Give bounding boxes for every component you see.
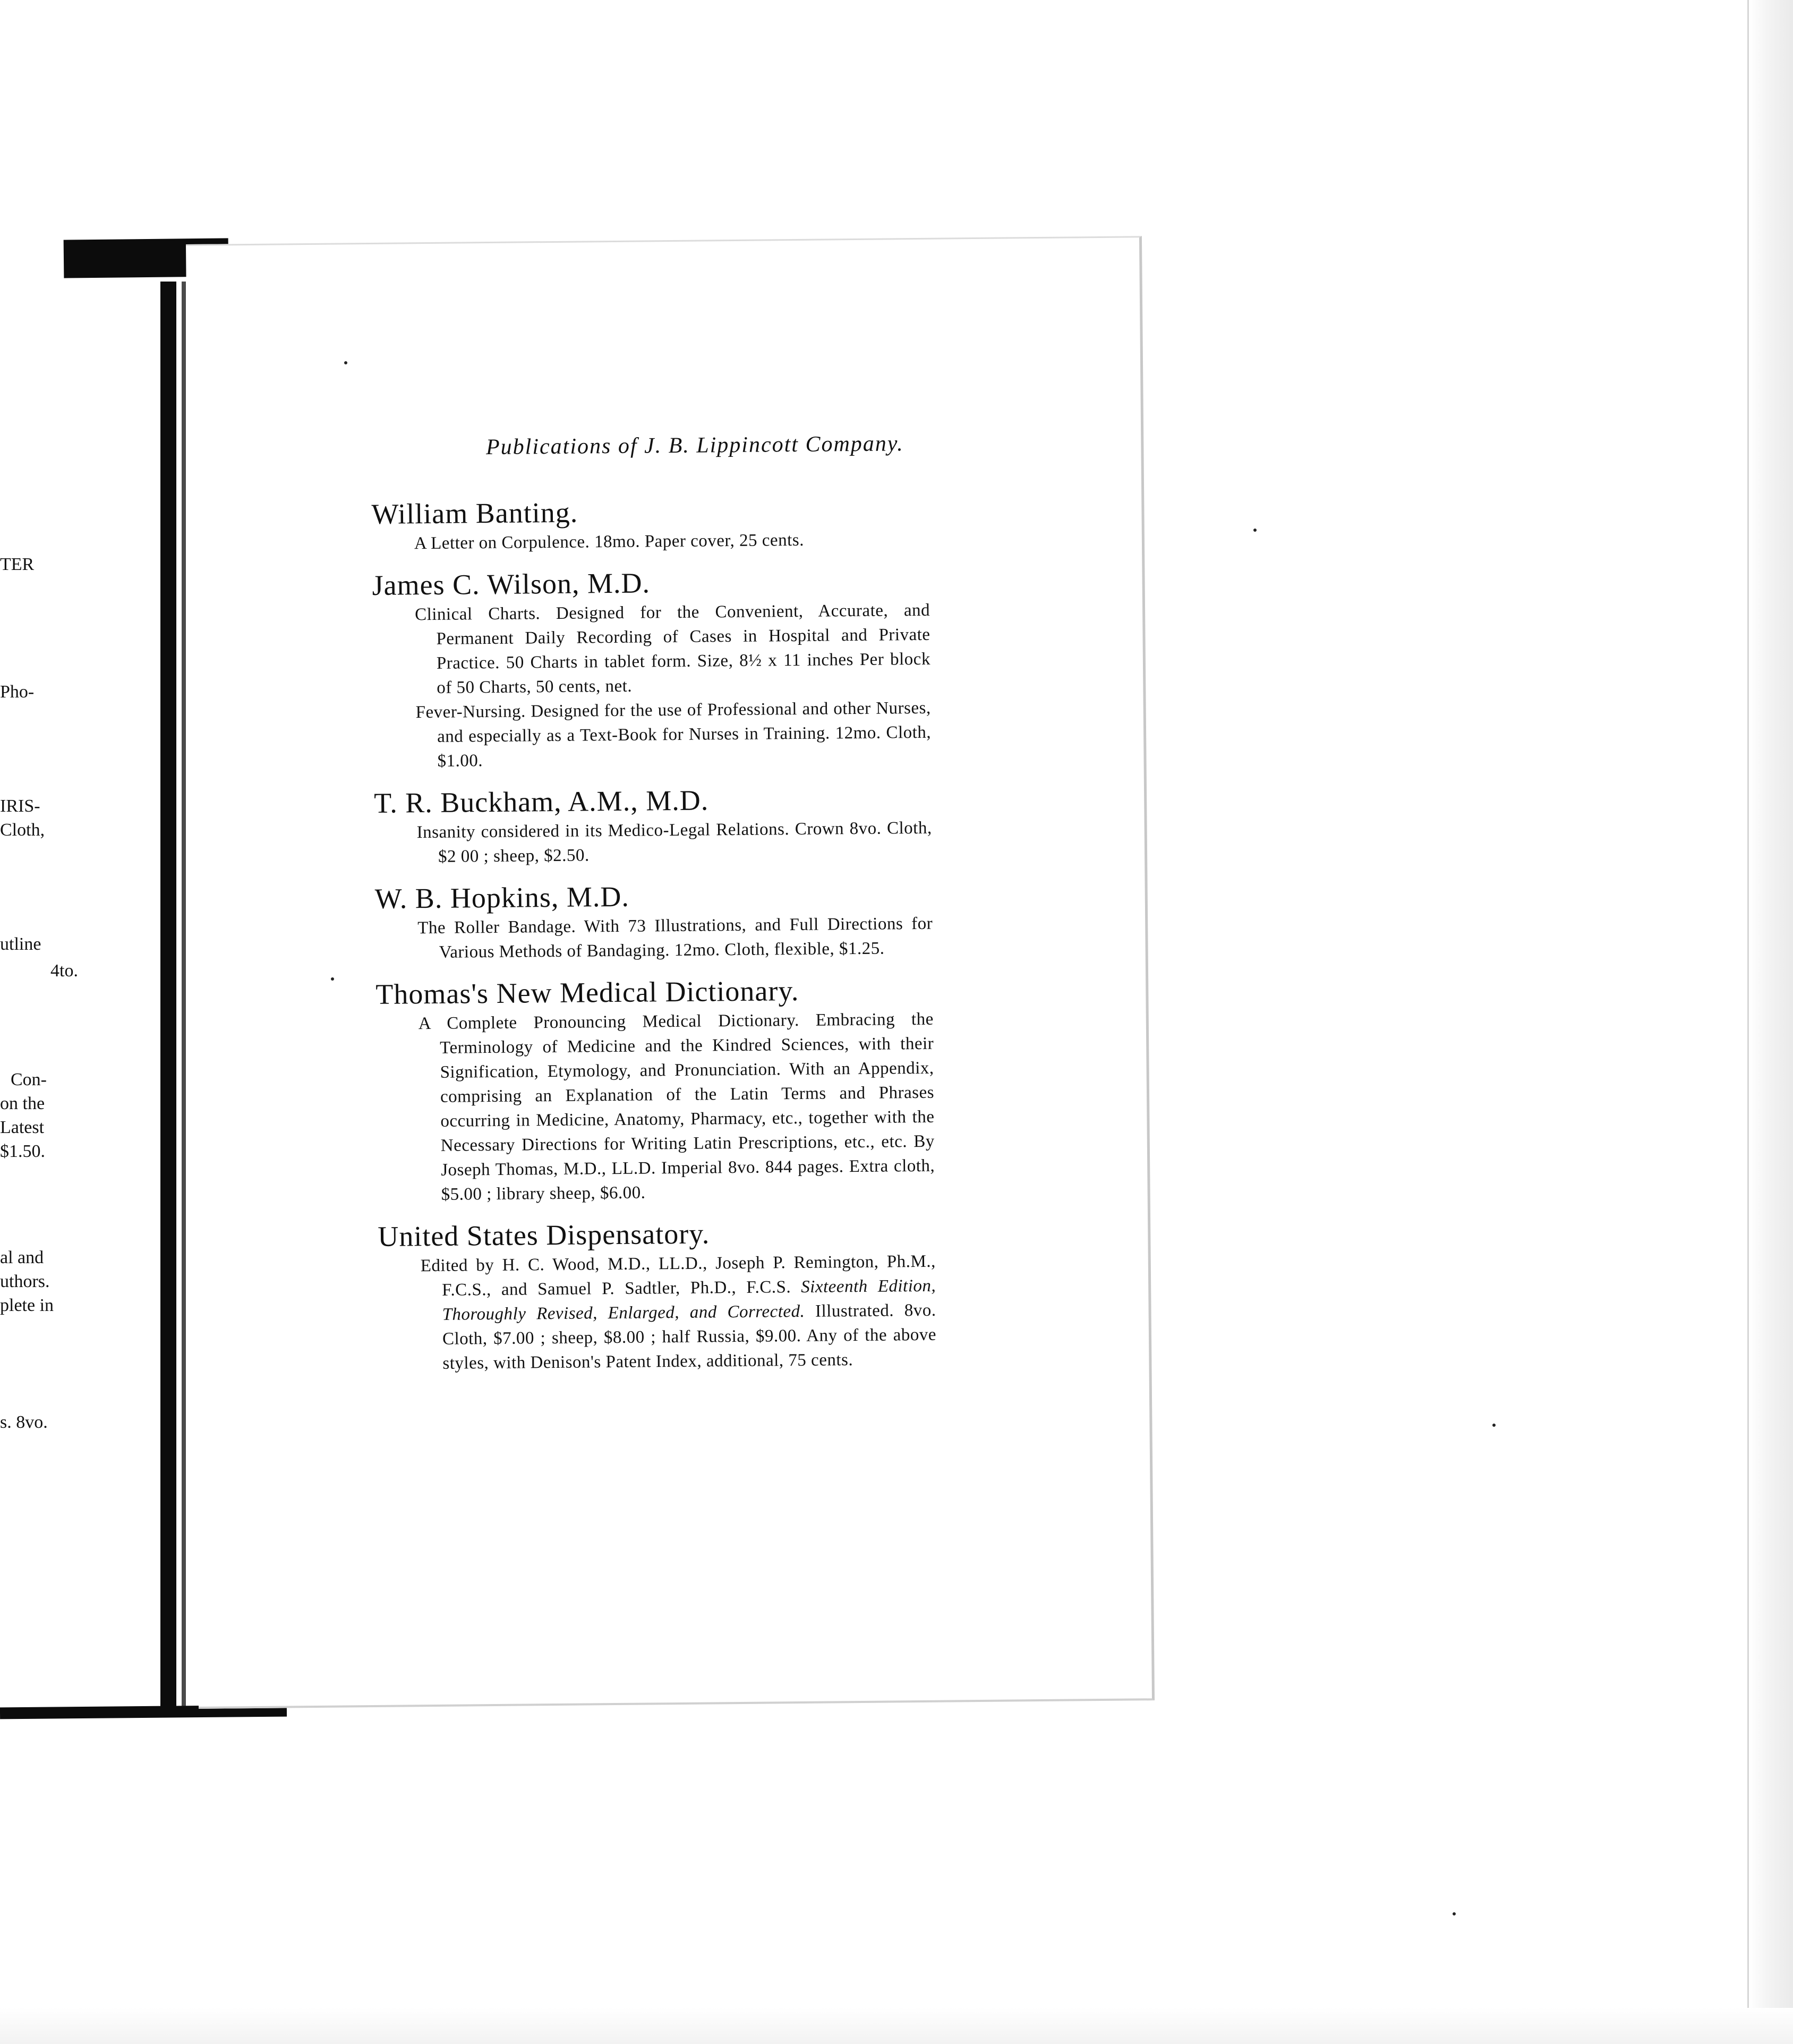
left-page-fragment: Latest	[0, 1118, 45, 1137]
entry-author: Thomas's New Medical Dictionary.	[375, 974, 799, 1010]
entry-author: T. R. Buckham, A.M., M.D.	[373, 784, 709, 819]
left-page-fragment: s. 8vo.	[0, 1412, 48, 1432]
entries-list	[371, 492, 937, 1388]
entry-author: United States Dispensatory.	[378, 1217, 710, 1253]
dispensatory-edition: Sixteenth Edition, Thoroughly Revised, Enlarged, and Corrected.	[442, 1276, 936, 1324]
running-head: Publications of J. B. Lippincott Company.	[485, 431, 904, 460]
entry-buckham	[374, 781, 932, 870]
left-page-fragment: IRIS-	[0, 796, 40, 816]
left-page-fragment: plete in	[0, 1296, 54, 1315]
entry-work: The Roller Bandage. With 73 Illustrations, and Full Directions for Various Methods of Bandaging. 12mo. Cloth, flexible, $1.25.	[417, 914, 933, 962]
left-page-fragment: on the	[0, 1094, 45, 1113]
entry-thomas-dictionary	[375, 972, 935, 1207]
scan-speck	[1492, 1424, 1496, 1427]
dispensatory-prices: Illustrated. 8vo. Cloth, $7.00 ; sheep, $8.00 ; half Russia, $9.00. Any of the above styles, with Denison's Patent Index, additional, 75 cents.	[442, 1300, 937, 1373]
entry-work	[421, 1249, 937, 1376]
left-page-fragment: utline	[0, 934, 41, 954]
entry-work: A Complete Pronouncing Medical Dictionary. Embracing the Terminology of Medicine and the Kindred Sciences, with their Signification, Etymology, and Pronunciation. With an Appendix, comprising an Explanation of the Latin Terms and Phrases occurring in Medicine, Anatomy, Pharmacy, etc., together with the Necessary Directions for Writing Latin Prescriptions, etc., etc. By Joseph Thomas, M.D., LL.D. Imperial 8vo. 844 pages. Extra cloth, $5.00 ; library sheep, $6.00.	[418, 1009, 935, 1204]
left-page-fragment: $1.50.	[0, 1142, 45, 1161]
left-page-fragment: Con-	[11, 1070, 47, 1089]
scan-edge-bottom	[0, 2008, 1793, 2044]
entry-work: Fever-Nursing. Designed for the use of Professional and other Nurses, and especially as a Text-Book for Nurses in Training. 12mo. Cloth, $1.00.	[415, 698, 932, 771]
entry-wilson	[372, 563, 931, 774]
left-page-fragment: 4to.	[50, 961, 78, 981]
entry-banting	[371, 492, 929, 556]
scan-speck	[1253, 529, 1257, 532]
entry-work: A Letter on Corpulence. 18mo. Paper cover, 25 cents.	[414, 530, 805, 553]
scan-speck	[331, 977, 334, 981]
left-page	[0, 276, 162, 1705]
binding-inner-edge	[182, 282, 186, 1708]
dispensatory-editors: Edited by H. C. Wood, M.D., LL.D., Joseph P. Remington, Ph.M., F.C.S., and Samuel P. Sadtler, Ph.D., F.C.S.	[420, 1251, 936, 1300]
scan-speck	[1453, 1912, 1456, 1915]
entry-author: James C. Wilson, M.D.	[372, 567, 651, 601]
left-page-fragment: Pho-	[0, 682, 35, 702]
entry-author: W. B. Hopkins, M.D.	[374, 880, 630, 915]
binding-bar	[160, 282, 176, 1708]
scan-speck	[344, 361, 347, 364]
left-page-fragment: TER	[0, 555, 35, 574]
entry-author: William Banting.	[371, 496, 578, 530]
entry-hopkins	[374, 876, 933, 965]
entry-us-dispensatory	[378, 1214, 937, 1376]
main-page	[186, 236, 1155, 1709]
entry-work: Insanity considered in its Medico-Legal Relations. Crown 8vo. Cloth, $2 00 ; sheep, $2.50.	[416, 818, 932, 866]
left-page-fragment: uthors.	[0, 1272, 50, 1291]
left-page-fragment: Cloth,	[0, 820, 45, 840]
scan-edge-right	[1747, 0, 1793, 2044]
left-page-fragment: al and	[0, 1248, 44, 1267]
entry-work: Clinical Charts. Designed for the Convenient, Accurate, and Permanent Daily Recording of Cases in Hospital and Private Practice. 50 Charts in tablet form. Size, 8½ x 11 inches Per block of 50 Charts, 50 cents, net.	[414, 600, 931, 697]
